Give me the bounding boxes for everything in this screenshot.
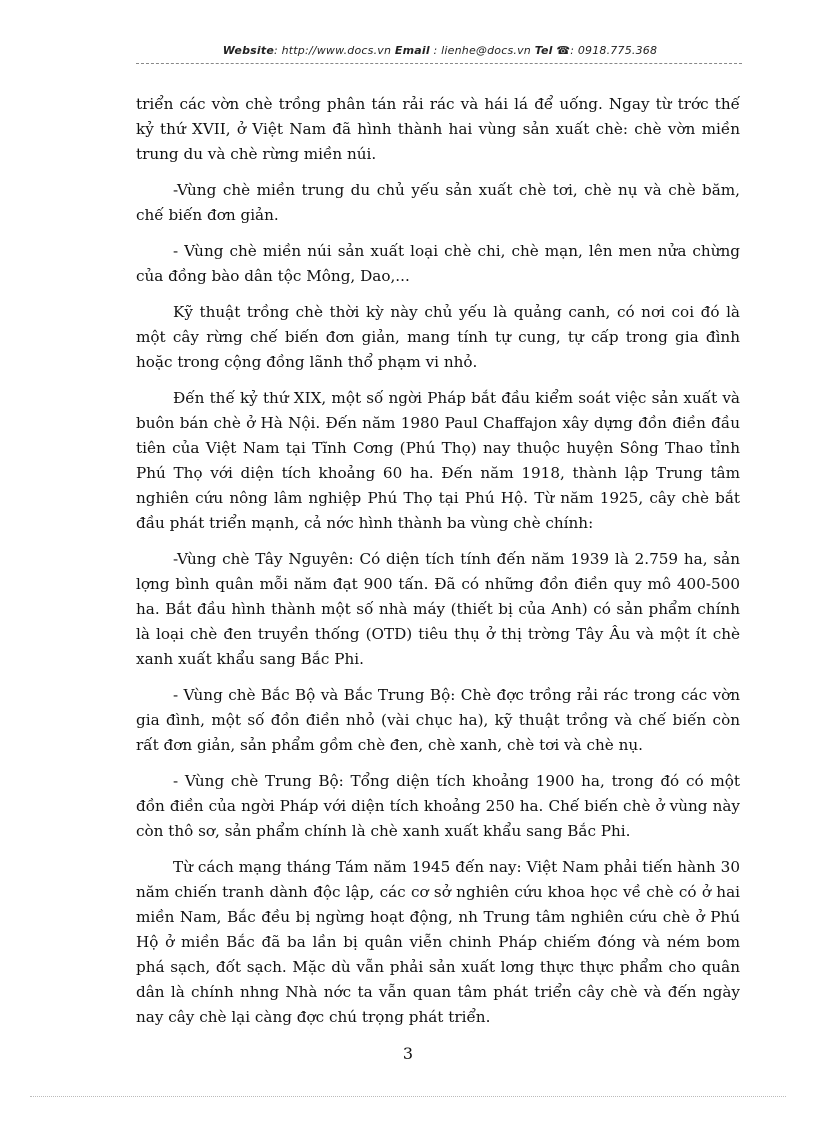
paragraph-5: Đến thế kỷ thứ XIX, một số ngời Pháp bắt đầu kiểm soát việc sản xuất và buôn bán chè ở Hà Nội. Đến năm 1980 Paul Chaffajon xây dựng đồn điền đầu tiên của Việt Nam tại Tĩnh Cơng (Phú Thọ) nay thuộc huyện Sông Thao tỉnh Phú Thọ với diện tích khoảng 60 ha. Đến năm 1918, thành lập Trung tâm nghiên cứu nông lâm nghiệp Phú Thọ tại Phú Hộ. Từ năm 1925, cây chè bắt đầu phát triển mạnh, cả nớc hình thành ba vùng chè chính: [136,389,740,532]
paragraph-8: - Vùng chè Trung Bộ: Tổng diện tích khoảng 1900 ha, trong đó có một đồn điền của ngời Pháp với diện tích khoảng 250 ha. Chế biến chè ở vùng này còn thô sơ, sản phẩm chính là chè xanh xuất khẩu sang Bắc Phi. [136,772,740,840]
email-link[interactable]: : lienhe@docs.vn [433,44,531,57]
website-label: Website [222,44,274,57]
tel-value: : 0918.775.368 [570,44,658,57]
paragraph-9: Từ cách mạng tháng Tám năm 1945 đến nay: Việt Nam phải tiến hành 30 năm chiến tranh dành độc lập, các cơ sở nghiên cứu khoa học về chè có ở hai miền Nam, Bắc đều bị ngừng hoạt động, nh Trung tâm nghiên cứu chè ở Phú Hộ ở miền Bắc đã ba lần bị quân viễn chinh Pháp chiếm đóng và ném bom phá sạch, đốt sạch. Mặc dù vẫn phải sản xuất lơng thực thực phẩm cho quân dân là chính nhng Nhà nớc ta vẫn quan tâm phát triển cây chè và đến ngày nay cây chè lại càng đợc chú trọng phát triển. [136,858,740,1026]
header-divider [136,63,742,64]
website-link[interactable]: : http://www.docs.vn [274,44,392,57]
paragraph-3: - Vùng chè miền núi sản xuất loại chè chi, chè mạn, lên men nửa chừng của đồng bào dân tộc Mông, Dao,... [136,242,740,285]
paragraph-4: Kỹ thuật trồng chè thời kỳ này chủ yếu là quảng canh, có nơi coi đó là một cây rừng chế biến đơn giản, mang tính tự cung, tự cấp trong gia đình hoặc trong cộng đồng lãnh thổ phạm vi nhỏ. [136,303,740,371]
document-body [136,92,740,1041]
page-header [138,44,742,57]
footer-divider [30,1096,786,1097]
email-label: Email [394,44,430,57]
paragraph-6: -Vùng chè Tây Nguyên: Có diện tích tính đến năm 1939 là 2.759 ha, sản lợng bình quân mỗi năm đạt 900 tấn. Đã có những đồn điền quy mô 400-500 ha. Bắt đầu hình thành một số nhà máy (thiết bị của Anh) có sản phẩm chính là loại chè đen truyền thống (OTD) tiêu thụ ở thị trờng Tây Âu và một ít chè xanh xuất khẩu sang Bắc Phi. [136,550,740,668]
tel-label: Tel [534,44,553,57]
paragraph-7: - Vùng chè Bắc Bộ và Bắc Trung Bộ: Chè đợc trồng rải rác trong các vờn gia đình, một số đồn điền nhỏ (vài chục ha), kỹ thuật trồng và chế biến còn rất đơn giản, sản phẩm gồm chè đen, chè xanh, chè tơi và chè nụ. [136,686,740,754]
paragraph-1: triển các vờn chè trồng phân tán rải rác và hái lá để uống. Ngay từ trớc thế kỷ thứ XVII, ở Việt Nam đã hình thành hai vùng sản xuất chè: chè vờn miền trung du và chè rừng miền núi. [136,95,740,163]
phone-icon: ☎ [556,44,571,57]
page-number: 3 [402,1044,414,1063]
paragraph-2: -Vùng chè miền trung du chủ yếu sản xuất chè tơi, chè nụ và chè băm, chế biến đơn giản. [136,181,740,224]
